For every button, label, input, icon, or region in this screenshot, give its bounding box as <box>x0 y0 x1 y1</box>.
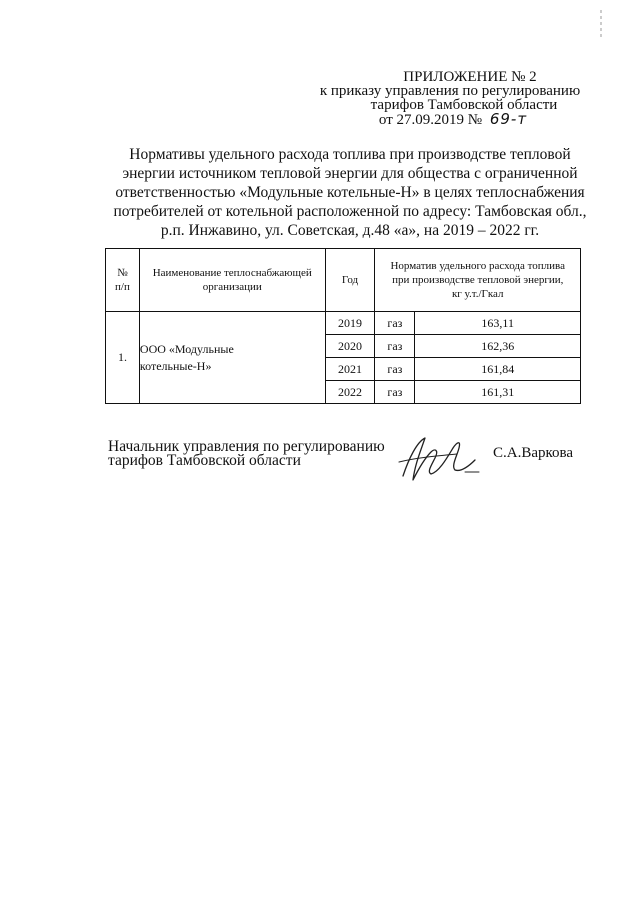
signatory-position-line-2: тарифов Тамбовской области <box>108 452 301 469</box>
appendix-date: от 27.09.2019 № <box>378 112 483 128</box>
year-cell: 2020 <box>325 335 375 358</box>
header-number: № п/п <box>106 249 140 312</box>
appendix-handwritten-number: 69-т <box>489 110 528 128</box>
title-line-5: р.п. Инжавино, ул. Советская, д.48 «а», на 2019 – 2022 гг. <box>160 222 540 239</box>
year-cell: 2022 <box>325 381 375 404</box>
value-cell: 163,11 <box>415 312 581 335</box>
fuel-cell: газ <box>375 358 415 381</box>
signatory-position <box>108 440 385 468</box>
row-number-cell: 1. <box>106 312 140 404</box>
year-cell: 2021 <box>325 358 375 381</box>
handwritten-signature <box>395 428 485 488</box>
title-line-3: ответственностью «Модульные котельные-Н» в целях теплоснабжения <box>115 184 585 201</box>
appendix-title: ПРИЛОЖЕНИЕ № 2 <box>403 69 537 85</box>
value-cell: 161,31 <box>415 381 581 404</box>
fuel-cell: газ <box>375 335 415 358</box>
norms-table <box>105 248 581 404</box>
signatory-position-line-1: Начальник управления по регулированию <box>108 438 385 455</box>
document-title <box>100 145 600 240</box>
scan-edge-mark <box>600 10 602 40</box>
header-organization: Наименование теплоснабжающей организации <box>139 249 325 312</box>
signer-name: С.А.Варкова <box>493 445 574 461</box>
appendix-header <box>300 70 600 127</box>
value-cell: 162,36 <box>415 335 581 358</box>
organization-cell: ООО «Модульные котельные-Н» <box>139 312 325 404</box>
table-header-row <box>106 249 581 312</box>
appendix-authority: тарифов Тамбовской области <box>370 97 558 113</box>
value-cell: 161,84 <box>415 358 581 381</box>
appendix-order-ref: к приказу управления по регулированию <box>319 83 581 99</box>
header-year: Год <box>325 249 375 312</box>
appendix-date-line <box>300 112 600 127</box>
fuel-cell: газ <box>375 312 415 335</box>
table-row <box>106 312 581 335</box>
title-line-2: энергии источником тепловой энергии для общества с ограниченной <box>122 165 578 182</box>
title-line-1: Нормативы удельного расхода топлива при производстве тепловой <box>129 146 571 163</box>
header-norm: Норматив удельного расхода топлива при производстве тепловой энергии, кг у.т./Гкал <box>375 249 581 312</box>
year-cell: 2019 <box>325 312 375 335</box>
title-line-4: потребителей от котельной расположенной по адресу: Тамбовская обл., <box>113 203 587 220</box>
fuel-cell: газ <box>375 381 415 404</box>
